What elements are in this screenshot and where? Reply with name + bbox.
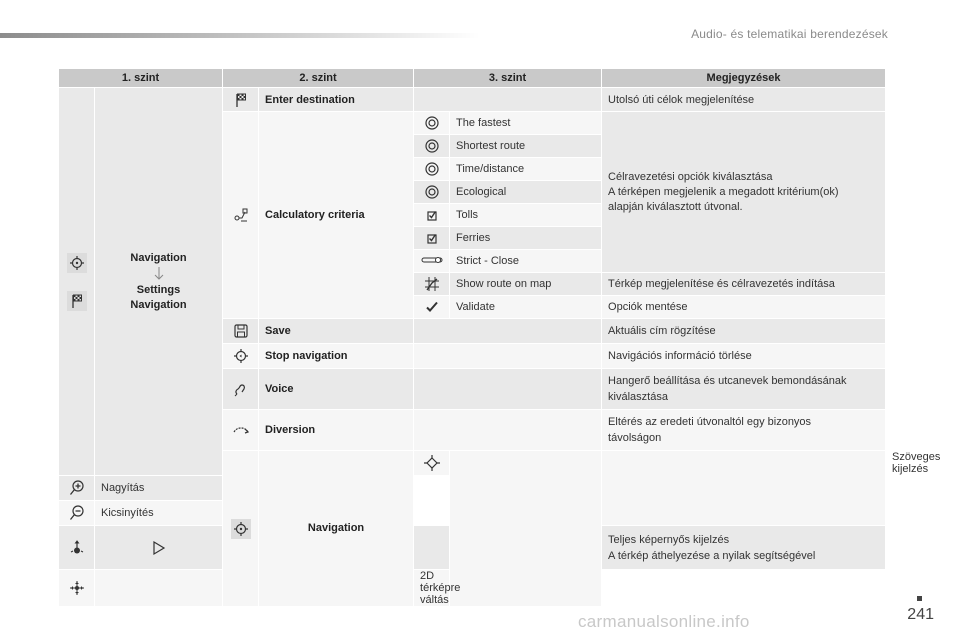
diversion-note — [602, 410, 886, 451]
navigation-sub-label: Navigation — [130, 298, 187, 311]
enter-destination-icon-cell — [223, 88, 259, 112]
enter-destination-note: Utolsó úti célok megjelenítése — [602, 88, 886, 112]
header-notes: Megjegyzések — [602, 69, 886, 88]
stop-navigation-icon — [233, 348, 249, 364]
stop-navigation-label: Stop navigation — [259, 344, 414, 369]
stop-navigation-icon-cell — [223, 344, 259, 369]
option-ferries: Ferries — [450, 227, 602, 250]
header-level2: 2. szint — [223, 69, 414, 88]
voice-icon-cell — [223, 369, 259, 410]
voice-label: Voice — [259, 369, 414, 410]
radio-icon — [424, 161, 440, 177]
show-route-note: Térkép megjelenítése és célravezetés indítása — [602, 273, 886, 296]
page-header-title: Audio- és telematikai berendezések — [691, 27, 888, 41]
validate-note: Opciók mentése — [602, 296, 886, 319]
enter-destination-level3 — [414, 88, 602, 112]
navigation-label: Navigation — [130, 251, 187, 264]
criteria-note-line3: alapján kiválasztott útvonal. — [608, 200, 743, 213]
save-icon — [233, 323, 249, 339]
option-shortest-route: Shortest route — [450, 135, 602, 158]
arrow-down-icon — [153, 267, 165, 281]
save-label: Save — [259, 319, 414, 344]
radio-icon — [424, 115, 440, 131]
criteria-note-line1: Célravezetési opciók kiválasztása — [608, 170, 773, 183]
voice-level3 — [414, 369, 602, 410]
show-route-label: Show route on map — [450, 273, 602, 296]
zoom-in-icon-cell — [59, 476, 95, 501]
enter-destination-label: Enter destination — [259, 88, 414, 112]
diversion-label: Diversion — [259, 410, 414, 451]
option-icon-cell — [414, 181, 450, 204]
option-time-distance: Time/distance — [450, 158, 602, 181]
validate-icon-cell — [414, 296, 450, 319]
crosshair-icon — [424, 455, 440, 471]
zoom-in-icon — [69, 480, 85, 496]
show-route-icon-cell — [414, 273, 450, 296]
fullscreen-note-line1: Teljes képernyős kijelzés — [608, 533, 730, 546]
validate-label: Validate — [450, 296, 602, 319]
stop-navigation-level3 — [414, 344, 602, 369]
option-icon-cell — [414, 227, 450, 250]
fullscreen-note — [602, 526, 886, 570]
text-display-icon-cell — [414, 451, 450, 476]
play-triangle-icon — [151, 540, 167, 556]
diversion-level3 — [414, 410, 602, 451]
option-icon-cell — [414, 250, 450, 273]
save-note: Aktuális cím rögzítése — [602, 319, 886, 344]
fullscreen-level3-empty — [414, 526, 450, 570]
nav2-level1-label: Navigation — [259, 451, 414, 607]
voice-note — [602, 369, 886, 410]
option-icon-cell — [414, 112, 450, 135]
zoom-out-icon — [69, 505, 85, 521]
voice-note-line2: kiválasztása — [608, 391, 668, 403]
page-marker — [917, 596, 922, 601]
option-ecological: Ecological — [450, 181, 602, 204]
option-icon-cell — [414, 158, 450, 181]
map-2d-icon — [69, 580, 85, 596]
header-level3: 3. szint — [414, 69, 602, 88]
voice-icon — [233, 381, 249, 397]
checkmark-icon — [424, 299, 440, 315]
settings-label: Settings — [136, 283, 181, 296]
flag-icon — [233, 92, 249, 108]
map-2d-note: 2D térképre váltás — [414, 570, 450, 607]
move-map-icon-cell — [59, 526, 95, 570]
option-icon-cell — [414, 204, 450, 227]
diversion-icon-cell — [223, 410, 259, 451]
calculatory-criteria-icon-cell — [223, 112, 259, 319]
option-the-fastest: The fastest — [450, 112, 602, 135]
zoom-in-note: Nagyítás — [95, 476, 223, 501]
option-tolls: Tolls — [450, 204, 602, 227]
save-level3 — [414, 319, 602, 344]
header-bar — [0, 33, 480, 38]
slider-icon — [421, 255, 443, 265]
fullscreen-note-line2: A térkép áthelyezése a nyilak segítségével — [608, 549, 816, 562]
map-icon — [424, 276, 440, 292]
page-number: 241 — [907, 606, 934, 623]
stop-navigation-note: Navigációs információ törlése — [602, 344, 886, 369]
diversion-icon — [233, 422, 249, 438]
diversion-note-line2: távolságon — [608, 432, 662, 444]
map-2d-icon-cell — [59, 570, 95, 607]
table-row — [59, 88, 886, 112]
nav2-level3-empty — [602, 451, 886, 526]
nav-level1-label-cell — [95, 88, 223, 476]
voice-note-line1: Hangerő beállítása és utcanevek bemondásának — [608, 375, 847, 387]
zoom-out-icon-cell — [59, 501, 95, 526]
watermark: carmanualsonline.info — [578, 612, 750, 631]
checkbox-icon — [424, 207, 440, 223]
navigation-icon — [67, 253, 87, 273]
menu-table — [58, 68, 941, 607]
table-row: Navigation Szöveges kijelzés — [59, 451, 886, 476]
radio-icon — [424, 138, 440, 154]
checkbox-icon — [424, 230, 440, 246]
save-icon-cell — [223, 319, 259, 344]
criteria-note — [602, 112, 886, 273]
move-map-icon — [69, 540, 85, 556]
route-criteria-icon — [233, 207, 249, 223]
nav-level1-icon-cell — [59, 88, 95, 476]
map-2d-level3-empty — [95, 570, 259, 607]
nav2-level2-empty — [450, 451, 602, 607]
table-header-row — [59, 69, 886, 88]
zoom-out-note: Kicsinyítés — [95, 501, 223, 526]
navigation-icon — [231, 519, 251, 539]
radio-icon — [424, 184, 440, 200]
criteria-note-line2: A térképen megjelenik a megadott kritérium(ok) — [608, 185, 839, 198]
header-level1: 1. szint — [59, 69, 223, 88]
flag-icon — [67, 291, 87, 311]
fullscreen-icon-cell — [95, 526, 223, 570]
diversion-note-line1: Eltérés az eredeti útvonaltól egy bizonyos — [608, 416, 812, 428]
option-icon-cell — [414, 135, 450, 158]
option-strict-close: Strict - Close — [450, 250, 602, 273]
calculatory-criteria-label: Calculatory criteria — [259, 112, 414, 319]
